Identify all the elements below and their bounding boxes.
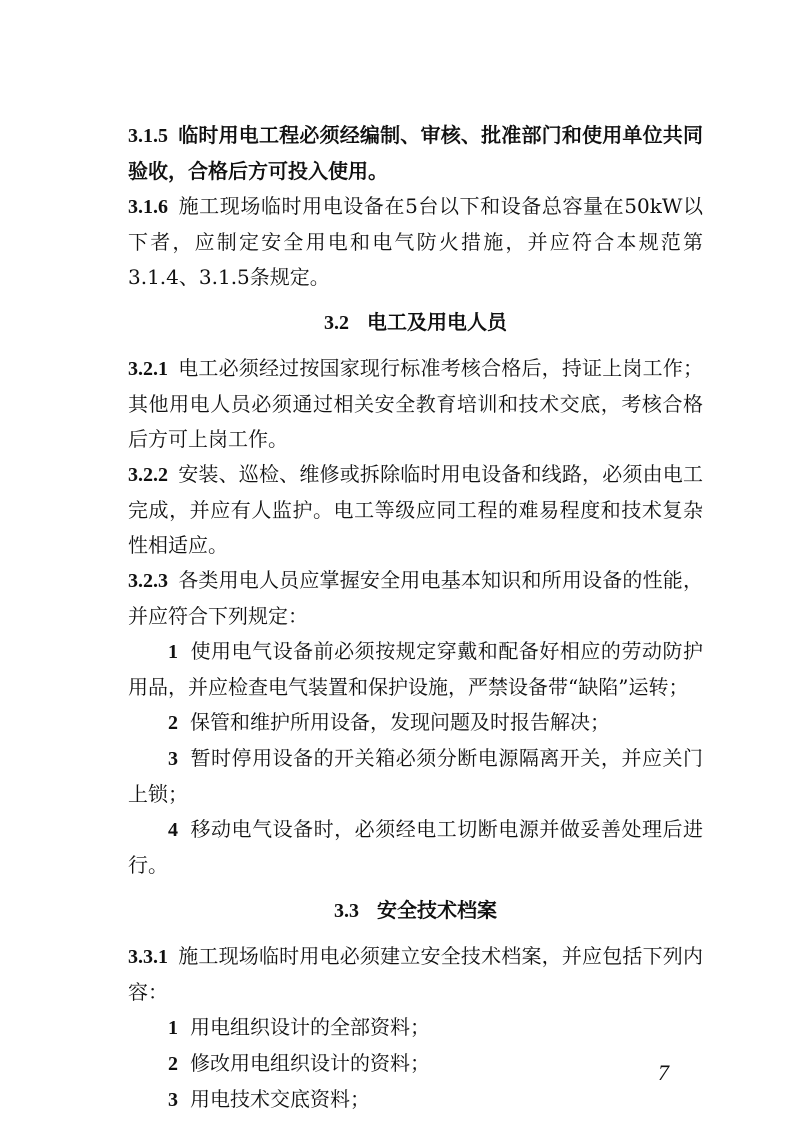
clause-number: 3.2.3 xyxy=(128,570,168,592)
clause-number: 3.2.2 xyxy=(128,464,168,486)
clause-3-2-2 xyxy=(128,457,703,563)
list-item xyxy=(128,741,703,812)
item-number: 2 xyxy=(168,712,178,734)
section-number: 3.2 xyxy=(324,312,349,334)
clause-3-3-1 xyxy=(128,939,703,1010)
clause-text: 施工现场临时用电必须建立安全技术档案，并应包括下列内容： xyxy=(128,944,703,1004)
clause-3-1-5 xyxy=(128,118,703,189)
clause-text: 各类用电人员应掌握安全用电基本知识和所用设备的性能，并应符合下列规定： xyxy=(128,568,703,628)
item-number: 2 xyxy=(168,1053,178,1075)
clause-text: 施工现场临时用电设备在5台以下和设备总容量在50kW以下者，应制定安全用电和电气防火措施，并应符合本规范第3.1.4、3.1.5条规定。 xyxy=(128,194,703,289)
list-item xyxy=(128,1046,703,1082)
clause-3-2-3 xyxy=(128,563,703,634)
list-item xyxy=(128,812,703,883)
item-text: 使用电气设备前必须按规定穿戴和配备好相应的劳动防护用品，并应检查电气装置和保护设施，严禁设备带“缺陷”运转； xyxy=(128,639,703,699)
item-number: 3 xyxy=(168,1089,178,1111)
item-text: 用电技术交底资料； xyxy=(190,1087,370,1111)
item-text: 移动电气设备时，必须经电工切断电源并做妥善处理后进行。 xyxy=(128,817,703,877)
item-number: 1 xyxy=(168,641,178,663)
clause-number: 3.1.6 xyxy=(128,196,168,218)
clause-text: 临时用电工程必须经编制、审核、批准部门和使用单位共同验收，合格后方可投入使用。 xyxy=(128,123,703,183)
item-number: 1 xyxy=(168,1017,178,1039)
page-number: 7 xyxy=(658,1060,669,1085)
section-number: 3.3 xyxy=(334,900,359,922)
item-text: 暂时停用设备的开关箱必须分断电源隔离开关，并应关门上锁； xyxy=(128,746,703,806)
document-page xyxy=(128,118,703,1118)
clause-number: 3.3.1 xyxy=(128,946,168,968)
clause-number: 3.1.5 xyxy=(128,125,168,147)
section-title: 安全技术档案 xyxy=(377,898,497,922)
clause-3-1-6 xyxy=(128,189,703,295)
clause-3-2-1 xyxy=(128,351,703,457)
section-heading-3-2 xyxy=(128,305,703,341)
item-text: 保管和维护所用设备，发现问题及时报告解决； xyxy=(190,710,610,734)
item-text: 修改用电组织设计的资料； xyxy=(190,1051,430,1075)
list-item xyxy=(128,1082,703,1118)
section-title: 电工及用电人员 xyxy=(367,310,507,334)
clause-text: 安装、巡检、维修或拆除临时用电设备和线路，必须由电工完成，并应有人监护。电工等级应同工程的难易程度和技术复杂性相适应。 xyxy=(128,462,703,557)
clause-number: 3.2.1 xyxy=(128,358,168,380)
list-item xyxy=(128,705,703,741)
section-heading-3-3 xyxy=(128,893,703,929)
list-item xyxy=(128,634,703,705)
list-item xyxy=(128,1010,703,1046)
item-text: 用电组织设计的全部资料； xyxy=(190,1015,430,1039)
item-number: 3 xyxy=(168,748,178,770)
clause-text: 电工必须经过按国家现行标准考核合格后，持证上岗工作；其他用电人员必须通过相关安全教育培训和技术交底，考核合格后方可上岗工作。 xyxy=(128,356,703,451)
item-number: 4 xyxy=(168,819,178,841)
